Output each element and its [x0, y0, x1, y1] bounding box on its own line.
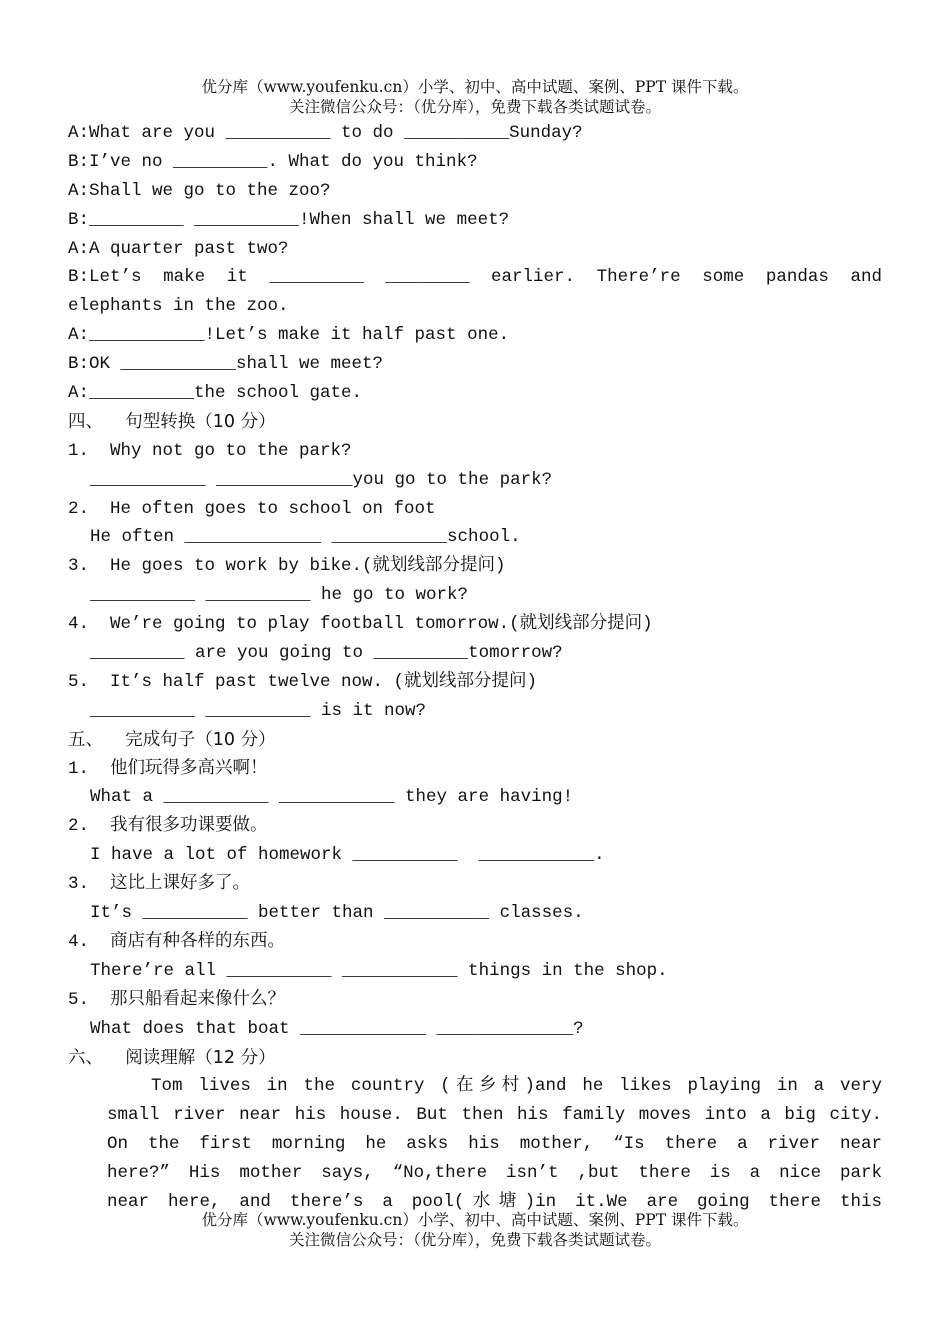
question: 5. 那只船看起来像什么？: [68, 989, 286, 1010]
dialogue-line: A:Shall we go to the zoo?: [68, 180, 331, 201]
answer-line: __________ __________ is it now?: [90, 700, 427, 721]
question: 1. Why not go to the park?: [68, 440, 352, 461]
question: 5. It’s half past twelve now. (就划线部分提问): [68, 671, 538, 692]
dialogue-line: A:__________the school gate.: [68, 383, 363, 404]
dialogue-line: B:Let’s make it _________ ________ earlier. There’re some pandas and: [68, 267, 882, 288]
question: 3. He goes to work by bike.(就划线部分提问): [68, 556, 506, 577]
section-sentence-transformation: [68, 408, 882, 726]
passage-line: Tom lives in the country (在乡村)and he likes playing in a very: [151, 1076, 882, 1097]
section-title: 六、 阅读理解（12 分）: [68, 1047, 276, 1068]
section-reading-comprehension: [68, 1044, 882, 1217]
question: 4. We’re going to play football tomorrow.(就划线部分提问): [68, 614, 653, 635]
passage-line: small river near his house. But then his family moves into a big city.: [107, 1105, 882, 1126]
dialogue: [68, 119, 882, 408]
question: 1. 他们玩得多高兴啊！: [68, 758, 268, 779]
question: 2. He often goes to school on foot: [68, 498, 436, 519]
answer-line: ___________ _____________you go to the park?: [90, 469, 553, 490]
page-footer: [0, 1210, 950, 1250]
answer-line: What a __________ ___________ they are having!: [90, 787, 574, 808]
passage-line: near here, and there’s a pool(水塘)in it.We are going there this: [107, 1191, 882, 1212]
passage-line: On the first morning he asks his mother, “Is there a river near: [107, 1134, 882, 1155]
header-line-1: 优分库（www.youfenku.cn）小学、初中、高中试题、案例、PPT 课件下载。: [201, 78, 749, 96]
passage-line: here?” His mother says, “No,there isn’t ,but there is a nice park: [107, 1163, 882, 1184]
question: 3. 这比上课好多了。: [68, 874, 251, 895]
answer-line: I have a lot of homework __________ ___________.: [90, 845, 605, 866]
section-title: 五、 完成句子（10 分）: [68, 729, 276, 750]
section-complete-sentences: [68, 726, 882, 1044]
dialogue-line: B:OK ___________shall we meet?: [68, 354, 384, 375]
question: 2. 我有很多功课要做。: [68, 816, 268, 837]
answer-line: What does that boat ____________ _____________?: [90, 1018, 584, 1039]
footer-line-1: 优分库（www.youfenku.cn）小学、初中、高中试题、案例、PPT 课件下载。: [201, 1211, 749, 1229]
answer-line: He often _____________ ___________school.: [90, 527, 521, 548]
dialogue-line: A:___________!Let’s make it half past one.: [68, 325, 510, 346]
page-header: [0, 77, 950, 117]
dialogue-line: B:I’ve no _________. What do you think?: [68, 151, 478, 172]
section-title: 四、 句型转换（10 分）: [68, 411, 276, 432]
question: 4. 商店有种各样的东西。: [68, 931, 286, 952]
answer-line: It’s __________ better than __________ classes.: [90, 903, 584, 924]
dialogue-line: A:What are you __________ to do __________Sunday?: [68, 123, 583, 143]
worksheet-content: [68, 119, 882, 1217]
dialogue-line: B:_________ __________!When shall we meet?: [68, 209, 510, 230]
answer-line: _________ are you going to _________tomorrow?: [90, 643, 563, 664]
footer-line-2: 关注微信公众号：（优分库），免费下载各类试题试卷。: [288, 1231, 661, 1249]
answer-line: There’re all __________ ___________ things in the shop.: [90, 960, 668, 981]
dialogue-line: A:A quarter past two?: [68, 238, 289, 259]
reading-passage: [107, 1072, 882, 1216]
answer-line: __________ __________ he go to work?: [90, 585, 469, 606]
dialogue-line: elephants in the zoo.: [68, 296, 289, 317]
header-line-2: 关注微信公众号：（优分库），免费下载各类试题试卷。: [288, 98, 661, 116]
